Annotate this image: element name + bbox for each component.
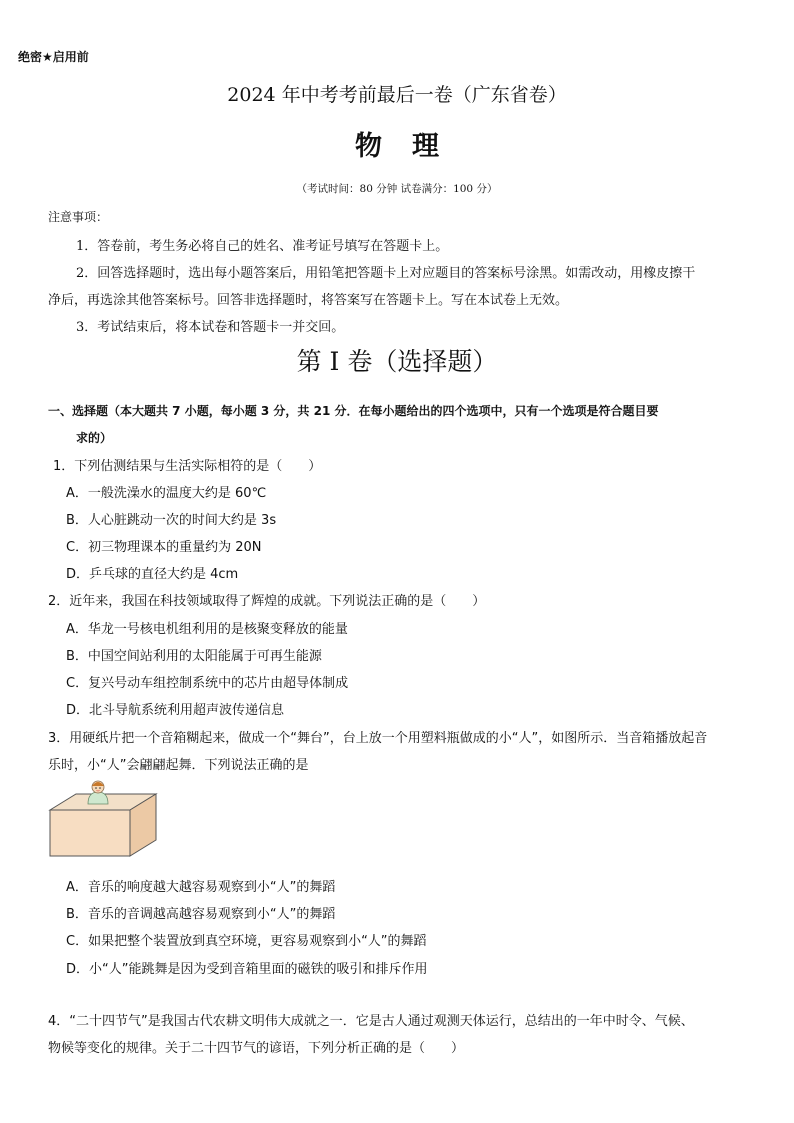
notice-title: 注意事项： [48,210,109,224]
notice-item-3: 3．考试结束后，将本试卷和答题卡一并交回。 [76,320,345,335]
question-3-option-a: A．音乐的响度越大越容易观察到小“人”的舞蹈 [66,880,336,895]
subject-title: 物理 [355,131,469,162]
confidential-label: 绝密★启用前 [18,50,89,64]
question-1-option-a: A．一般洗澡水的温度大约是 60℃ [66,486,267,501]
question-2-stem: 2．近年来，我国在科技领域取得了辉煌的成就。下列说法正确的是（ ） [48,594,486,609]
notice-item-1: 1．答卷前，考生务必将自己的姓名、准考证号填写在答题卡上。 [76,239,449,254]
exam-title: 2024 年中考考前最后一卷（广东省卷） [227,84,567,106]
question-3-stem-cont: 乐时，小“人”会翩翩起舞．下列说法正确的是 [48,758,309,773]
notice-item-2: 2．回答选择题时，选出每小题答案后，用铅笔把答题卡上对应题目的答案标号涂黑。如需改动，用橡皮擦干 [76,266,696,281]
question-1-option-c: C．初三物理课本的重量约为 20N [66,540,262,555]
question-3-option-b: B．音乐的音调越高越容易观察到小“人”的舞蹈 [66,907,336,922]
question-2-option-c: C．复兴号动车组控制系统中的芯片由超导体制成 [66,676,349,691]
question-2-option-d: D．北斗导航系统利用超声波传递信息 [66,703,285,718]
part-heading: 一、选择题（本大题共 7 小题，每小题 3 分，共 21 分．在每小题给出的四个选项中，只有一个选项是符合题目要 [48,404,659,418]
question-2-option-a: A．华龙一号核电机组利用的是核聚变释放的能量 [66,622,348,637]
notice-item-2-cont: 净后，再选涂其他答案标号。回答非选择题时，将答案写在答题卡上。写在本试卷上无效。 [48,293,569,308]
question-3-option-d: D．小“人”能跳舞是因为受到音箱里面的磁铁的吸引和排斥作用 [66,962,428,977]
question-1-option-d: D．乒乓球的直径大约是 4cm [66,567,239,582]
question-3-option-c: C．如果把整个装置放到真空环境，更容易观察到小“人”的舞蹈 [66,934,427,949]
part-heading-cont: 求的） [76,431,113,445]
section-title: 第 I 卷（选择题） [296,347,498,376]
question-1-stem: 1．下列估测结果与生活实际相符的是（ ） [53,459,322,474]
question-4-stem: 4．“二十四节气”是我国古代农耕文明伟大成就之一．它是古人通过观测天体运行，总结出的一年中时令、气候、 [48,1014,694,1029]
exam-info: （考试时间：80 分钟 试卷满分：100 分） [296,183,498,195]
stage-box-front [50,810,130,856]
question-1-option-b: B．人心脏跳动一次的时间大约是 3s [66,513,277,528]
question-4-stem-cont: 物候等变化的规律。关于二十四节气的谚语，下列分析正确的是（ ） [48,1041,465,1056]
question-2-option-b: B．中国空间站利用的太阳能属于可再生能源 [66,649,322,664]
question-3-stem: 3．用硬纸片把一个音箱糊起来，做成一个“舞台”，台上放一个用塑料瓶做成的小“人”，如图所示．当音箱播放起音 [48,731,708,746]
speaker-stage-figure [48,780,158,860]
